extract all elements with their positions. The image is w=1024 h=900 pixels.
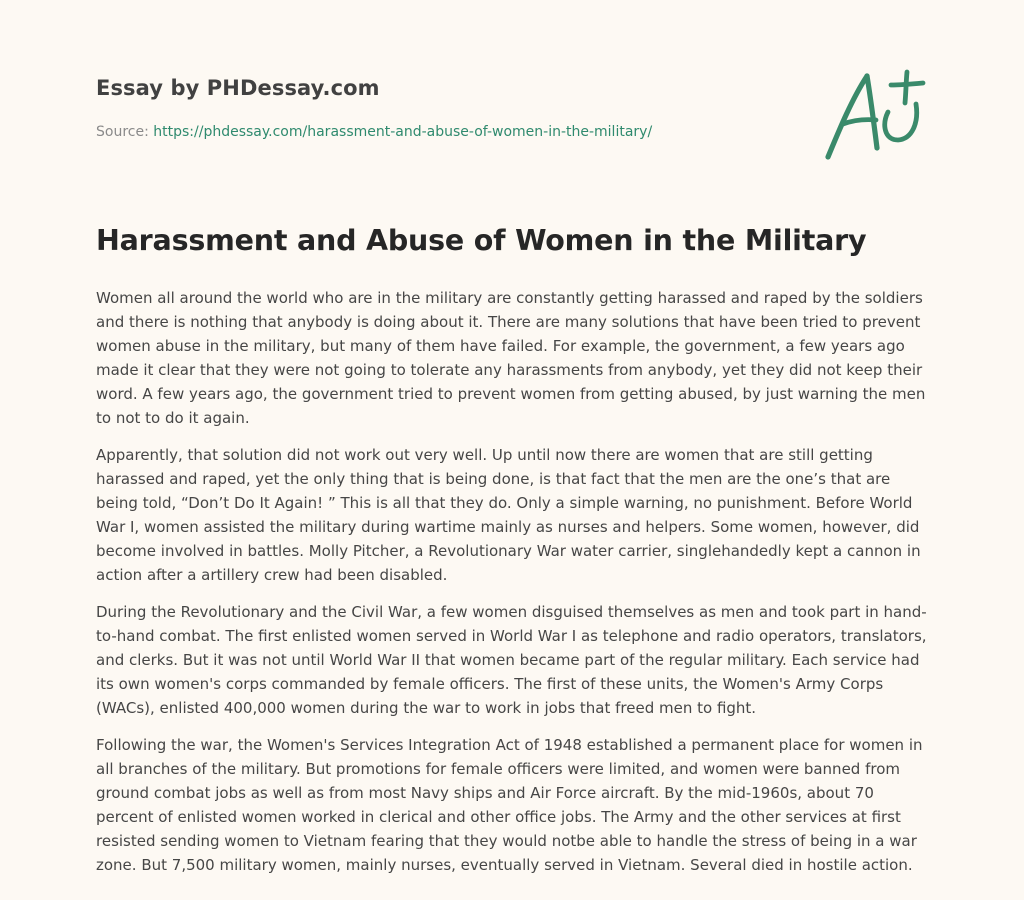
source-link[interactable]: https://phdessay.com/harassment-and-abuse-of-women-in-the-military/ <box>153 124 653 140</box>
essay-paragraph: Women all around the world who are in the military are constantly getting harassed and raped by the soldiers and there is nothing that anybody is doing about it. There are many solutions that have been tried to prevent women abuse in the military, but many of them have failed. For example, the government, a few years ago made it clear that they were not going to tolerate any harassments from anybody, yet they did not keep their word. A few years ago, the government tried to prevent women from getting abused, by just warning the men to not to do it again. <box>96 289 926 427</box>
logo-a-left-stroke <box>828 76 867 157</box>
essay-paragraph: Following the war, the Women's Services Integration Act of 1948 established a permanent place for women in all branches of the military. But promotions for female officers were limited, and women were banned from ground combat jobs as well as from most Navy ships and Air Force aircraft. By the mid-1960s, about 70 percent of enlisted women worked in clerical and other office jobs. The Army and the other services at first resisted sending women to Vietnam fearing that they would notbe able to handle the stress of being in a war zone. But 7,500 military women, mainly nurses, eventually served in Vietnam. Several died in hostile action. <box>96 736 923 874</box>
source-line <box>96 124 652 140</box>
logo-a-right-stroke <box>867 76 877 148</box>
essay-paragraph: Apparently, that solution did not work out very well. Up until now there are women that are still getting harassed and raped, yet the only thing that is being done, is that fact that the men are the one’s that are being told, “Don’t Do It Again! ” This is all that they do. Only a simple warning, no punishment. Before World War I, women assisted the military during wartime mainly as nurses and helpers. Some women, however, did become involved in battles. Molly Pitcher, a Revolutionary War water carrier, singlehandedly kept a cannon in action after a artillery crew had been disabled. <box>96 446 921 584</box>
logo-plus-horizontal <box>891 83 923 85</box>
essay-body <box>96 286 930 890</box>
logo-plus-vertical <box>905 72 907 103</box>
logo-a-crossbar <box>843 120 876 124</box>
logo-swoosh <box>885 104 917 140</box>
source-label: Source: <box>96 124 154 140</box>
essay-title: Harassment and Abuse of Women in the Military <box>96 224 867 257</box>
essay-paragraph: During the Revolutionary and the Civil War, a few women disguised themselves as men and took part in hand-to-hand combat. The first enlisted women served in World War I as telephone and radio operators, translators, and clerks. But it was not until World War II that women became part of the regular military. Each service had its own women's corps commanded by female officers. The first of these units, the Women's Army Corps (WACs), enlisted 400,000 women during the war to work in jobs that freed men to fight. <box>96 603 927 717</box>
a-plus-logo-icon <box>818 66 930 166</box>
brand-title: Essay by PHDessay.com <box>96 76 380 100</box>
